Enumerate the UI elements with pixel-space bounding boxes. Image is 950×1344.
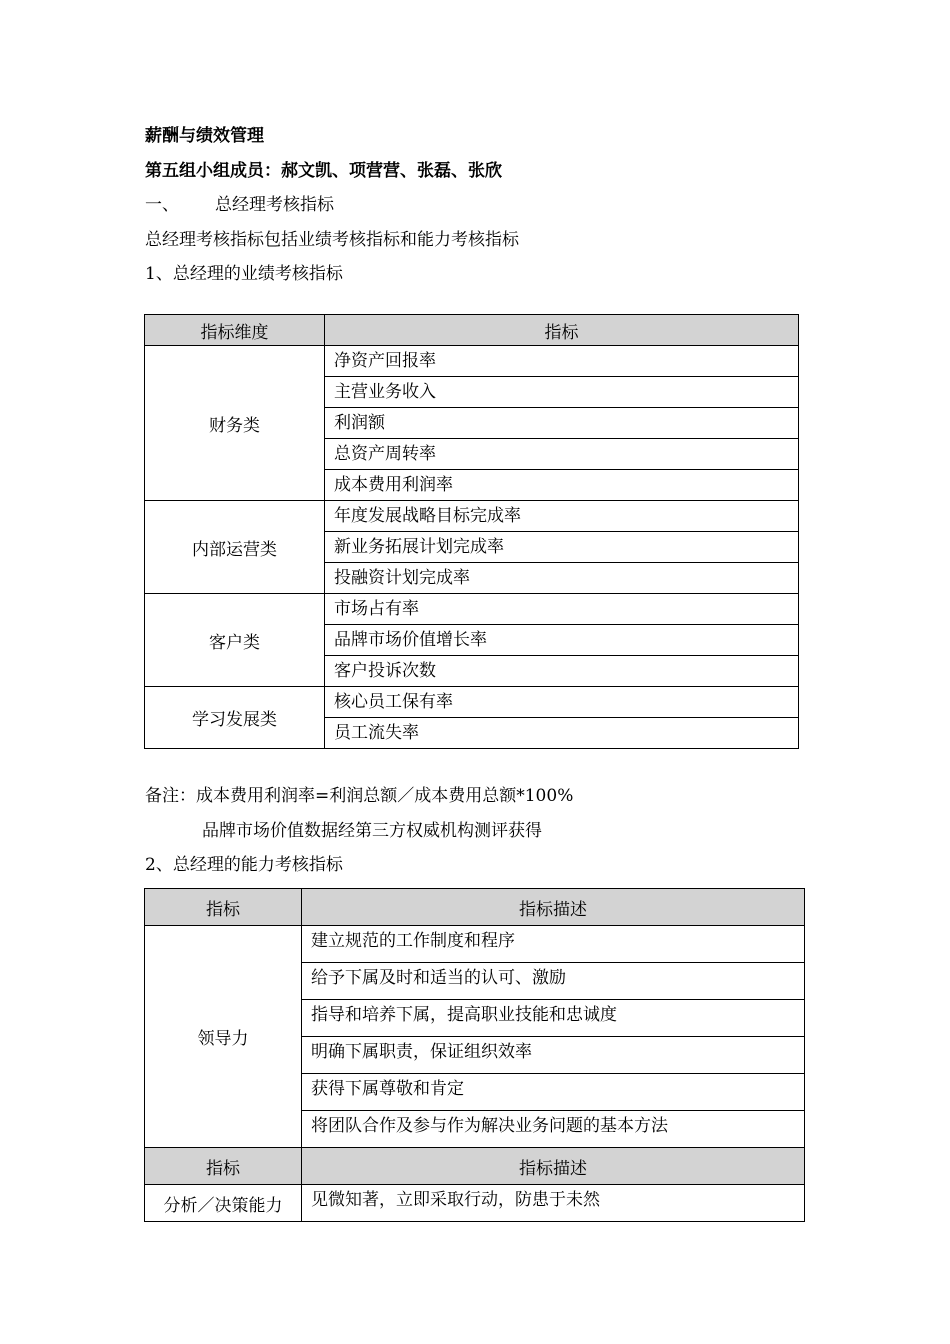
header-indicator: 指标 — [145, 889, 302, 926]
ability-indicator-table — [144, 888, 805, 1222]
table-row — [145, 594, 799, 625]
header-description: 指标描述 — [302, 889, 805, 926]
indicator-cell: 总资产周转率 — [325, 439, 799, 470]
header-dimension: 指标维度 — [145, 315, 325, 346]
category-cell: 客户类 — [145, 594, 325, 687]
performance-indicator-table — [144, 314, 799, 749]
table-row — [145, 501, 799, 532]
table-header-row — [145, 889, 805, 926]
indicator-cell: 主营业务收入 — [325, 377, 799, 408]
header-description: 指标描述 — [302, 1148, 805, 1185]
indicator-cell: 投融资计划完成率 — [325, 563, 799, 594]
indicator-cell: 年度发展战略目标完成率 — [325, 501, 799, 532]
category-cell: 学习发展类 — [145, 687, 325, 749]
subheading-performance: 1、总经理的业绩考核指标 — [145, 264, 343, 284]
description-cell: 获得下属尊敬和肯定 — [302, 1074, 805, 1111]
intro-text: 总经理考核指标包括业绩考核指标和能力考核指标 — [145, 230, 519, 250]
indicator-cell: 员工流失率 — [325, 718, 799, 749]
indicator-cell: 净资产回报率 — [325, 346, 799, 377]
description-cell: 给予下属及时和适当的认可、激励 — [302, 963, 805, 1000]
table-row — [145, 346, 799, 377]
section-number: 一、 — [145, 195, 179, 215]
category-cell: 内部运营类 — [145, 501, 325, 594]
table-header-row — [145, 315, 799, 346]
section-heading — [145, 193, 334, 217]
header-indicator: 指标 — [145, 1148, 302, 1185]
section-title: 总经理考核指标 — [215, 195, 334, 215]
header-indicator: 指标 — [325, 315, 799, 346]
indicator-cell: 新业务拓展计划完成率 — [325, 532, 799, 563]
description-cell: 将团队合作及参与作为解决业务问题的基本方法 — [302, 1111, 805, 1148]
indicator-cell: 成本费用利润率 — [325, 470, 799, 501]
group-members: 第五组小组成员：郝文凯、项营营、张磊、张欣 — [145, 161, 502, 181]
indicator-cell: 客户投诉次数 — [325, 656, 799, 687]
category-cell: 财务类 — [145, 346, 325, 501]
indicator-cell: 核心员工保有率 — [325, 687, 799, 718]
table-row — [145, 687, 799, 718]
note-brand-value: 品牌市场价值数据经第三方权威机构测评获得 — [202, 821, 542, 841]
description-cell: 明确下属职责，保证组织效率 — [302, 1037, 805, 1074]
description-cell: 见微知著，立即采取行动，防患于未然 — [302, 1185, 805, 1222]
table-row — [145, 926, 805, 963]
note-formula: 备注：成本费用利润率=利润总额／成本费用总额*100% — [145, 786, 574, 806]
description-cell: 建立规范的工作制度和程序 — [302, 926, 805, 963]
subheading-ability: 2、总经理的能力考核指标 — [145, 855, 343, 875]
doc-title: 薪酬与绩效管理 — [145, 126, 264, 146]
table-row — [145, 1185, 805, 1222]
description-cell: 指导和培养下属，提高职业技能和忠诚度 — [302, 1000, 805, 1037]
category-cell: 领导力 — [145, 926, 302, 1148]
indicator-cell: 利润额 — [325, 408, 799, 439]
table-header-row — [145, 1148, 805, 1185]
category-cell: 分析／决策能力 — [145, 1185, 302, 1222]
indicator-cell: 市场占有率 — [325, 594, 799, 625]
indicator-cell: 品牌市场价值增长率 — [325, 625, 799, 656]
